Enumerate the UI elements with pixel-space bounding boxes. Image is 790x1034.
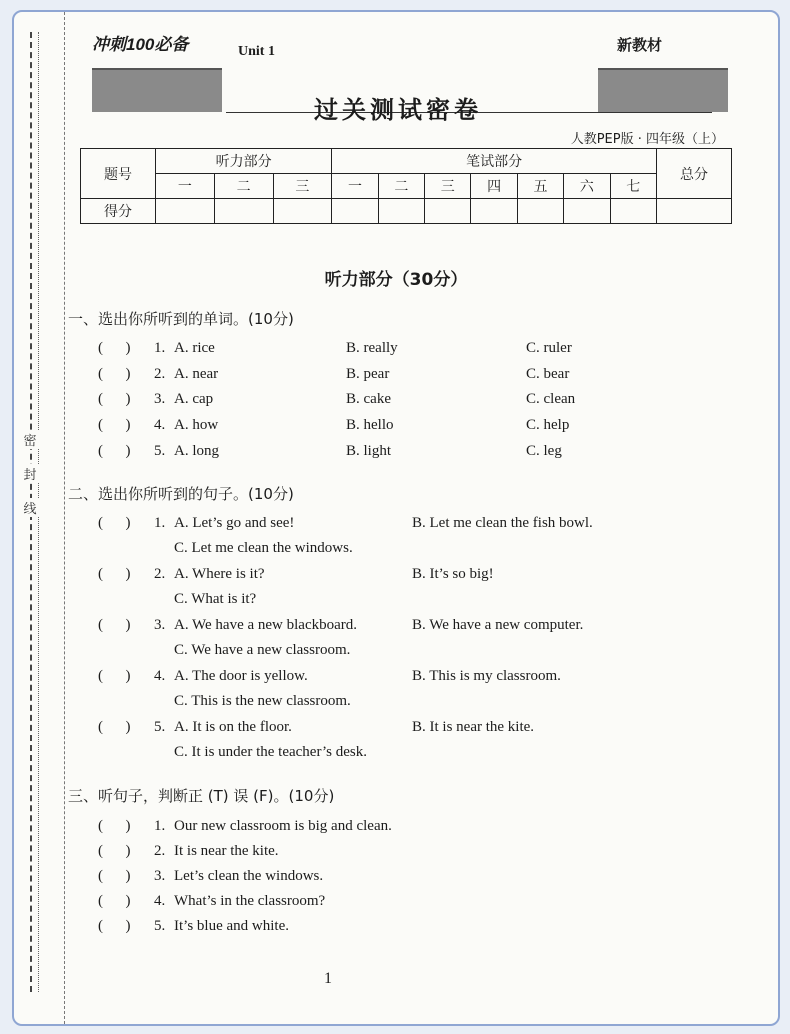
answer-blank[interactable]: ( ) xyxy=(98,340,131,356)
option-c: C. It is under the teacher’s desk. xyxy=(174,744,368,760)
part2-question xyxy=(98,719,698,767)
answer-blank[interactable]: ( ) xyxy=(98,818,131,834)
part2-heading: 二、选出你所听到的句子。(10分) xyxy=(68,485,294,503)
option-a: A. cap xyxy=(174,391,214,407)
score-cell[interactable] xyxy=(378,199,424,224)
writing-col-3: 三 xyxy=(425,174,471,199)
statement: Let’s clean the windows. xyxy=(174,868,324,884)
answer-blank[interactable]: ( ) xyxy=(98,443,131,459)
question-number: 5. xyxy=(154,918,166,934)
writing-col-5: 五 xyxy=(517,174,563,199)
option-a: A. rice xyxy=(174,340,215,356)
answer-blank[interactable]: ( ) xyxy=(98,893,131,909)
listening-col-2: 二 xyxy=(214,174,273,199)
option-b: B. We have a new computer. xyxy=(412,617,584,633)
statement: It’s blue and white. xyxy=(174,918,289,934)
option-c: C. Let me clean the windows. xyxy=(174,540,353,556)
answer-blank[interactable]: ( ) xyxy=(98,719,131,735)
option-a: A. how xyxy=(174,417,219,433)
option-b: B. really xyxy=(346,340,398,356)
part2-question xyxy=(98,617,698,665)
part2-question xyxy=(98,668,698,716)
brand-logo: 冲刺100必备 xyxy=(92,35,189,54)
question-number: 1. xyxy=(154,818,166,834)
unit-label: Unit 1 xyxy=(238,44,275,59)
option-c: C. We have a new classroom. xyxy=(174,642,351,658)
answer-blank[interactable]: ( ) xyxy=(98,566,131,582)
option-c: C. This is the new classroom. xyxy=(174,693,351,709)
option-b: B. It’s so big! xyxy=(412,566,494,582)
writing-col-6: 六 xyxy=(564,174,610,199)
page-number: 1 xyxy=(324,970,332,987)
question-number: 3. xyxy=(154,617,166,633)
option-a: A. The door is yellow. xyxy=(174,668,308,684)
listening-col-3: 三 xyxy=(273,174,332,199)
score-row-label: 得分 xyxy=(81,199,156,224)
score-cell[interactable] xyxy=(471,199,517,224)
question-number: 1. xyxy=(154,340,166,356)
header-bar-right xyxy=(598,68,728,112)
part3-heading: 三、听句子，判断正 (T) 误 (F)。(10分) xyxy=(68,787,335,805)
answer-blank[interactable]: ( ) xyxy=(98,366,131,382)
option-b: B. Let me clean the fish bowl. xyxy=(412,515,593,531)
option-c: C. leg xyxy=(526,443,562,459)
exam-title: 过关测试密卷 xyxy=(314,96,482,124)
writing-col-7: 七 xyxy=(610,174,657,199)
option-a: A. We have a new blackboard. xyxy=(174,617,358,633)
question-number: 4. xyxy=(154,417,166,433)
answer-blank[interactable]: ( ) xyxy=(98,391,131,407)
option-b: B. hello xyxy=(346,417,394,433)
option-b: B. pear xyxy=(346,366,390,382)
question-number: 3. xyxy=(154,391,166,407)
score-cell[interactable] xyxy=(156,199,215,224)
option-c: C. clean xyxy=(526,391,576,407)
option-b: B. It is near the kite. xyxy=(412,719,535,735)
question-number: 3. xyxy=(154,868,166,884)
option-b: B. light xyxy=(346,443,392,459)
part2-question xyxy=(98,566,698,614)
score-cell[interactable] xyxy=(425,199,471,224)
listening-header: 听力部分 xyxy=(156,149,332,174)
option-a: A. near xyxy=(174,366,219,382)
option-b: B. This is my classroom. xyxy=(412,668,561,684)
score-cell[interactable] xyxy=(564,199,610,224)
answer-blank[interactable]: ( ) xyxy=(98,668,131,684)
question-number: 4. xyxy=(154,893,166,909)
writing-col-4: 四 xyxy=(471,174,517,199)
question-number: 5. xyxy=(154,719,166,735)
score-cell[interactable] xyxy=(273,199,332,224)
answer-blank[interactable]: ( ) xyxy=(98,515,131,531)
statement: What’s in the classroom? xyxy=(174,893,326,909)
exam-header xyxy=(92,30,724,147)
total-header: 总分 xyxy=(657,149,732,199)
listening-section-title: 听力部分（30分） xyxy=(324,270,468,290)
option-a: A. long xyxy=(174,443,219,459)
answer-blank[interactable]: ( ) xyxy=(98,868,131,884)
question-number: 1. xyxy=(154,515,166,531)
edition-label: 人教PEP版 · 四年级（上） xyxy=(570,132,724,147)
binding-char-mi: 密 xyxy=(20,430,40,449)
listening-col-1: 一 xyxy=(156,174,215,199)
binding-margin xyxy=(14,12,65,1024)
question-number: 4. xyxy=(154,668,166,684)
exam-page xyxy=(12,10,780,1026)
question-number: 2. xyxy=(154,366,166,382)
answer-blank[interactable]: ( ) xyxy=(98,843,131,859)
option-b: B. cake xyxy=(346,391,391,407)
statement: It is near the kite. xyxy=(174,843,279,859)
answer-blank[interactable]: ( ) xyxy=(98,417,131,433)
score-cell[interactable] xyxy=(517,199,563,224)
binding-char-feng: 封 xyxy=(20,464,40,483)
score-cell[interactable] xyxy=(610,199,657,224)
answer-blank[interactable]: ( ) xyxy=(98,617,131,633)
writing-col-2: 二 xyxy=(378,174,424,199)
score-table-header-label: 题号 xyxy=(81,149,156,199)
score-table xyxy=(80,148,732,224)
question-number: 5. xyxy=(154,443,166,459)
option-c: C. What is it? xyxy=(174,591,257,607)
score-cell[interactable] xyxy=(214,199,273,224)
option-c: C. ruler xyxy=(526,340,572,356)
new-textbook-label: 新教材 xyxy=(616,36,662,54)
header-bar-left xyxy=(92,68,222,112)
option-c: C. bear xyxy=(526,366,570,382)
part1-heading: 一、选出你所听到的单词。(10分) xyxy=(68,310,294,328)
statement: Our new classroom is big and clean. xyxy=(174,818,392,834)
answer-blank[interactable]: ( ) xyxy=(98,918,131,934)
option-c: C. help xyxy=(526,417,570,433)
question-number: 2. xyxy=(154,843,166,859)
question-number: 2. xyxy=(154,566,166,582)
option-a: A. It is on the floor. xyxy=(174,719,292,735)
writing-header: 笔试部分 xyxy=(332,149,657,174)
score-cell[interactable] xyxy=(332,199,378,224)
score-cell[interactable] xyxy=(657,199,732,224)
writing-col-1: 一 xyxy=(332,174,378,199)
part2-question xyxy=(98,515,698,563)
option-a: A. Where is it? xyxy=(174,566,265,582)
option-a: A. Let’s go and see! xyxy=(174,515,295,531)
binding-char-xian: 线 xyxy=(20,498,40,517)
